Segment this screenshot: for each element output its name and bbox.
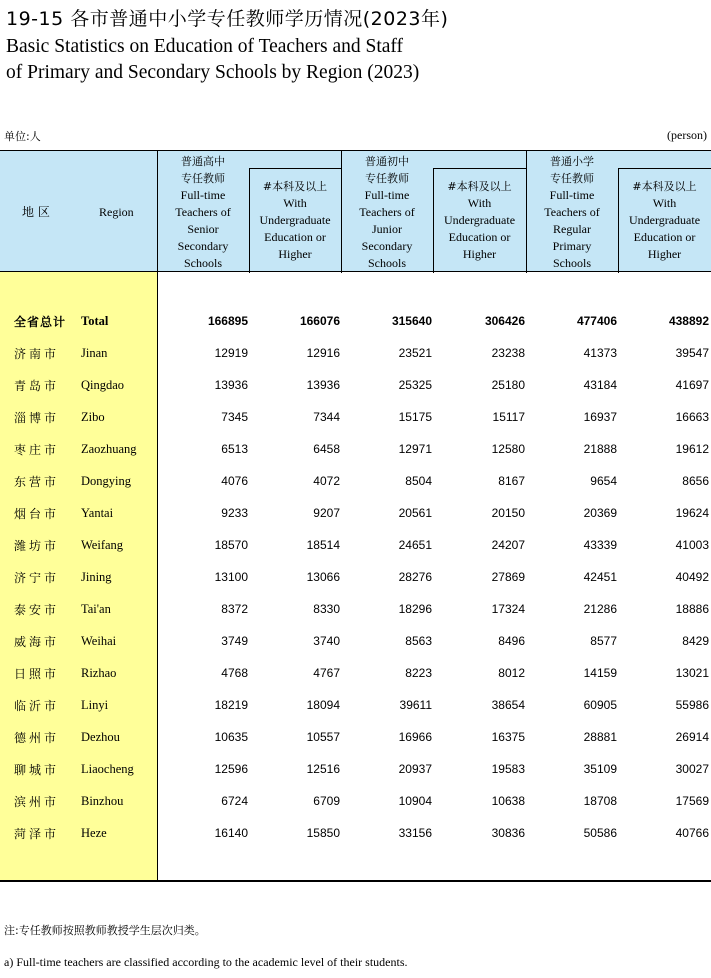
header-en-line: Schools <box>183 256 222 270</box>
header-cn-line: 专任教师 <box>365 172 409 185</box>
table-cell-value: 8656 <box>682 474 709 488</box>
table-cell-value: 15850 <box>306 826 340 840</box>
table-cell-value: 18886 <box>675 602 709 616</box>
table-row <box>0 561 711 593</box>
table-cell-value: 438892 <box>668 314 709 328</box>
table-row <box>0 817 711 849</box>
table-cell-value: 30027 <box>675 762 709 776</box>
table-cell-value: 15175 <box>398 410 432 424</box>
region-name-en: Yantai <box>81 506 114 520</box>
table-cell-value: 18296 <box>398 602 432 616</box>
table-cell-value: 13066 <box>306 570 340 584</box>
region-name-cn: 日照市 <box>14 667 60 681</box>
region-name-cn: 全省总计 <box>14 315 67 329</box>
table-cell-value: 16937 <box>583 410 617 424</box>
header-divider <box>157 151 158 273</box>
header-en-line: Schools <box>367 256 406 270</box>
table-cell-value: 42451 <box>583 570 617 584</box>
region-name-cn: 济南市 <box>14 347 60 361</box>
header-divider <box>249 168 250 273</box>
region-header-en: Region <box>99 205 134 219</box>
table-row <box>0 497 711 529</box>
table-cell-value: 12596 <box>214 762 248 776</box>
header-en-line: Undergraduate <box>443 213 516 227</box>
table-cell-value: 26914 <box>675 730 709 744</box>
table-row <box>0 689 711 721</box>
region-name-en: Rizhao <box>81 666 117 680</box>
header-divider <box>526 151 527 273</box>
table-header <box>0 150 711 272</box>
table-cell-value: 23238 <box>491 346 525 360</box>
table-cell-value: 6458 <box>313 442 340 456</box>
table-cell-value: 9654 <box>590 474 617 488</box>
table-cell-value: 15117 <box>492 410 525 424</box>
unit-label-cn: 单位:人 <box>4 130 41 143</box>
table-cell-value: 4072 <box>313 474 340 488</box>
header-cn-line: 普通初中 <box>365 155 409 168</box>
table-cell-value: 18219 <box>214 698 248 712</box>
column-header-undergraduate <box>249 178 341 263</box>
header-en-line: With <box>467 196 492 210</box>
table-cell-value: 19583 <box>491 762 525 776</box>
table-cell-value: 13021 <box>675 666 709 680</box>
table-row <box>0 433 711 465</box>
table-cell-value: 21286 <box>583 602 617 616</box>
table-cell-value: 19612 <box>675 442 709 456</box>
table-row <box>0 369 711 401</box>
table-cell-value: 33156 <box>398 826 432 840</box>
header-cn-line: #本科及以上 <box>447 180 512 193</box>
table-cell-value: 8330 <box>313 602 340 616</box>
table-cell-value: 12916 <box>306 346 340 360</box>
table-cell-value: 18514 <box>306 538 340 552</box>
table-cell-value: 8012 <box>498 666 525 680</box>
header-en-line: Teachers of <box>544 205 600 219</box>
region-name-cn: 聊城市 <box>14 763 60 777</box>
table-cell-value: 6513 <box>221 442 248 456</box>
header-divider <box>433 168 526 169</box>
table-cell-value: 19624 <box>675 506 709 520</box>
column-header-fulltime <box>157 153 249 272</box>
table-cell-value: 8429 <box>682 634 709 648</box>
table-cell-value: 8167 <box>498 474 525 488</box>
page-title-en-line2: of Primary and Secondary Schools by Region (2023) <box>6 62 420 83</box>
header-en-line: Junior <box>372 222 402 236</box>
table-cell-value: 18708 <box>583 794 617 808</box>
table-cell-value: 41697 <box>675 378 709 392</box>
table-cell-value: 12919 <box>214 346 248 360</box>
table-cell-value: 3740 <box>313 634 340 648</box>
header-en-line: Full-time <box>364 188 410 202</box>
header-en-line: Full-time <box>549 188 595 202</box>
table-cell-value: 21888 <box>583 442 617 456</box>
header-en-line: Education or <box>633 230 696 244</box>
header-en-line: With <box>283 196 307 210</box>
region-name-en: Binzhou <box>81 794 124 808</box>
region-name-cn: 泰安市 <box>14 603 60 617</box>
region-name-en: Jinan <box>81 346 108 360</box>
table-cell-value: 13936 <box>306 378 340 392</box>
header-en-line: Secondary <box>361 239 413 253</box>
region-name-cn: 潍坊市 <box>14 539 60 553</box>
table-cell-value: 40766 <box>675 826 709 840</box>
table-cell-value: 16375 <box>491 730 525 744</box>
header-cn-line: 普通小学 <box>550 155 594 168</box>
region-name-en: Heze <box>81 826 107 840</box>
region-name-en: Dongying <box>81 474 131 488</box>
region-name-cn: 枣庄市 <box>14 443 60 457</box>
table-cell-value: 166076 <box>299 314 340 328</box>
table-row <box>0 529 711 561</box>
region-name-cn: 淄博市 <box>14 411 60 425</box>
header-en-line: Education or <box>448 230 511 244</box>
table-cell-value: 6724 <box>221 794 248 808</box>
page-title-cn: 19-15 各市普通中小学专任教师学历情况(2023年) <box>6 8 449 30</box>
table-cell-value: 9233 <box>221 506 248 520</box>
header-en-line: Teachers of <box>359 205 415 219</box>
table-cell-value: 9207 <box>313 506 340 520</box>
table-cell-value: 39547 <box>675 346 709 360</box>
table-cell-value: 8577 <box>590 634 617 648</box>
table-cell-value: 43339 <box>583 538 617 552</box>
table-row <box>0 465 711 497</box>
table-cell-value: 28881 <box>583 730 617 744</box>
region-name-en: Linyi <box>81 698 109 712</box>
header-en-line: Higher <box>278 247 312 261</box>
table-cell-value: 16663 <box>675 410 709 424</box>
table-cell-value: 20150 <box>491 506 525 520</box>
table-cell-value: 17324 <box>491 602 525 616</box>
table-cell-value: 24651 <box>398 538 432 552</box>
header-cn-line: 普通高中 <box>181 155 225 168</box>
header-en-line: Undergraduate <box>628 213 701 227</box>
table-cell-value: 10557 <box>306 730 340 744</box>
table-cell-value: 12516 <box>306 762 340 776</box>
table-cell-value: 8372 <box>221 602 248 616</box>
table-row-total <box>0 305 711 337</box>
region-name-cn: 威海市 <box>14 635 60 649</box>
table-cell-value: 25180 <box>491 378 525 392</box>
table-cell-value: 13100 <box>214 570 248 584</box>
table-cell-value: 38654 <box>491 698 525 712</box>
header-cn-line: 专任教师 <box>181 172 225 185</box>
table-cell-value: 50586 <box>583 826 617 840</box>
header-en-line: Education or <box>264 230 326 244</box>
region-name-en: Tai'an <box>81 602 111 616</box>
region-name-en: Total <box>81 314 109 328</box>
table-row <box>0 337 711 369</box>
page-title-en-line1: Basic Statistics on Education of Teachers and Staff <box>6 36 404 57</box>
region-name-en: Dezhou <box>81 730 120 744</box>
region-name-cn: 临沂市 <box>14 699 60 713</box>
table-cell-value: 477406 <box>576 314 617 328</box>
region-name-cn: 烟台市 <box>14 507 60 521</box>
table-cell-value: 10635 <box>214 730 248 744</box>
table-cell-value: 4768 <box>221 666 248 680</box>
header-divider <box>341 151 342 273</box>
header-en-line: Teachers of <box>175 205 231 219</box>
table-cell-value: 8496 <box>498 634 525 648</box>
header-en-line: Senior <box>187 222 219 236</box>
header-en-line: Higher <box>647 247 682 261</box>
table-cell-value: 306426 <box>484 314 525 328</box>
table-cell-value: 4767 <box>313 666 340 680</box>
table-cell-value: 8223 <box>405 666 432 680</box>
region-name-en: Zaozhuang <box>81 442 137 456</box>
region-name-en: Weihai <box>81 634 117 648</box>
column-header-fulltime <box>341 153 433 272</box>
table-cell-value: 55986 <box>675 698 709 712</box>
region-name-cn: 德州市 <box>14 731 60 745</box>
header-cn-line: #本科及以上 <box>632 180 697 193</box>
column-header-undergraduate <box>433 178 526 263</box>
column-header-fulltime <box>526 153 618 272</box>
table-cell-value: 41003 <box>675 538 709 552</box>
table-row <box>0 721 711 753</box>
table-cell-value: 12580 <box>491 442 525 456</box>
header-divider <box>249 168 341 169</box>
table-cell-value: 4076 <box>221 474 248 488</box>
table-cell-value: 315640 <box>391 314 432 328</box>
region-name-cn: 东营市 <box>14 475 60 489</box>
region-name-en: Jining <box>81 570 112 584</box>
table-cell-value: 43184 <box>583 378 617 392</box>
table-row <box>0 593 711 625</box>
region-header-cn: 地 区 <box>22 205 50 219</box>
table-row <box>0 657 711 689</box>
table-cell-value: 23521 <box>398 346 432 360</box>
table-row <box>0 625 711 657</box>
table-cell-value: 40492 <box>675 570 709 584</box>
table-cell-value: 17569 <box>675 794 709 808</box>
header-divider <box>618 168 711 169</box>
table-cell-value: 10904 <box>398 794 432 808</box>
header-cn-line: 专任教师 <box>550 172 594 185</box>
footnote-en: a) Full-time teachers are classified according to the academic level of their students. <box>4 955 408 969</box>
table-cell-value: 6709 <box>313 794 340 808</box>
table-cell-value: 24207 <box>491 538 525 552</box>
column-header-undergraduate <box>618 178 711 263</box>
table-cell-value: 3749 <box>221 634 248 648</box>
table-cell-value: 12971 <box>398 442 432 456</box>
table-cell-value: 13936 <box>214 378 248 392</box>
table-row <box>0 785 711 817</box>
header-en-line: Undergraduate <box>259 213 331 227</box>
table-cell-value: 39611 <box>399 698 432 712</box>
header-en-line: Higher <box>462 247 497 261</box>
table-cell-value: 28276 <box>398 570 432 584</box>
table-row <box>0 753 711 785</box>
header-divider <box>433 168 434 273</box>
header-en-line: Full-time <box>180 188 226 202</box>
region-name-cn: 济宁市 <box>14 571 60 585</box>
header-cn-line: #本科及以上 <box>262 180 328 193</box>
table-cell-value: 20369 <box>583 506 617 520</box>
header-en-line: With <box>652 196 677 210</box>
unit-label-en: (person) <box>667 128 707 142</box>
table-cell-value: 10638 <box>491 794 525 808</box>
table-cell-value: 16966 <box>398 730 432 744</box>
table-cell-value: 18570 <box>214 538 248 552</box>
table-row <box>0 401 711 433</box>
table-cell-value: 41373 <box>583 346 617 360</box>
table-cell-value: 14159 <box>583 666 617 680</box>
header-en-line: Primary <box>552 239 592 253</box>
table-cell-value: 8504 <box>405 474 432 488</box>
table-cell-value: 166895 <box>207 314 248 328</box>
region-name-en: Qingdao <box>81 378 125 392</box>
region-name-en: Liaocheng <box>81 762 134 776</box>
table-cell-value: 35109 <box>583 762 617 776</box>
table-cell-value: 7344 <box>313 410 340 424</box>
region-name-cn: 滨州市 <box>14 795 60 809</box>
footnote-cn: 注:专任教师按照教师教授学生层次归类。 <box>4 924 206 937</box>
table-bottom-rule <box>0 880 711 882</box>
table-cell-value: 20937 <box>398 762 432 776</box>
header-en-line: Schools <box>552 256 591 270</box>
table-cell-value: 27869 <box>491 570 525 584</box>
table-cell-value: 20561 <box>398 506 432 520</box>
table-cell-value: 7345 <box>221 410 248 424</box>
header-en-line: Secondary <box>177 239 229 253</box>
header-en-line: Regular <box>553 222 591 236</box>
region-name-en: Zibo <box>81 410 105 424</box>
table-cell-value: 25325 <box>398 378 432 392</box>
table-cell-value: 18094 <box>306 698 340 712</box>
region-name-en: Weifang <box>81 538 124 552</box>
table-cell-value: 16140 <box>214 826 248 840</box>
region-name-cn: 青岛市 <box>14 379 60 393</box>
header-divider <box>618 168 619 273</box>
region-name-cn: 菏泽市 <box>14 827 60 841</box>
table-cell-value: 60905 <box>583 698 617 712</box>
table-cell-value: 8563 <box>405 634 432 648</box>
table-cell-value: 30836 <box>491 826 525 840</box>
